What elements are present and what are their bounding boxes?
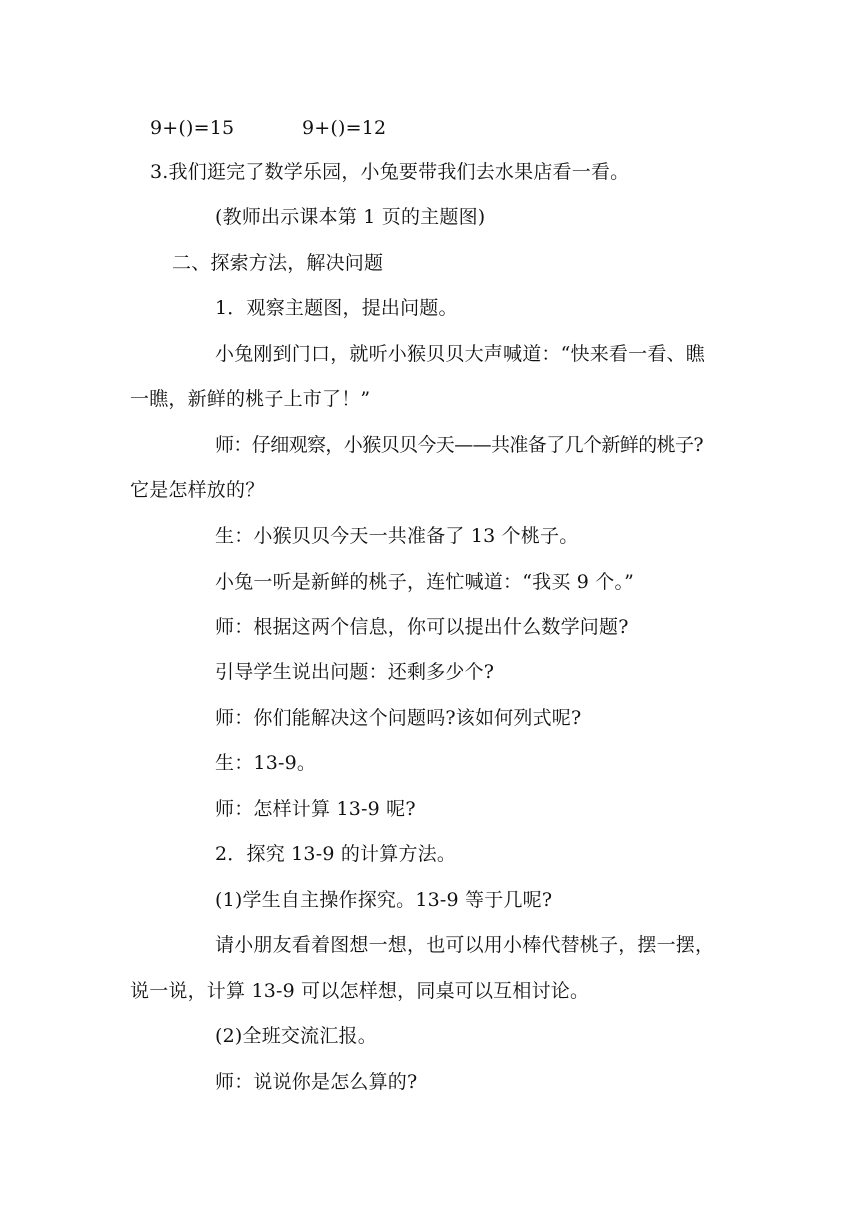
paragraph-line: 师：说说你是怎么算的?: [215, 1071, 418, 1093]
paragraph-line: 生：13-9。: [215, 752, 317, 774]
paragraph-line: 请小朋友看着图想一想，也可以用小棒代替桃子，摆一摆，: [215, 934, 715, 956]
equation-1: 9+()=15: [150, 117, 235, 139]
paragraph-line: 师：根据这两个信息，你可以提出什么数学问题?: [215, 616, 629, 638]
paragraph-line: (教师出示课本第 1 页的主题图): [215, 206, 486, 228]
section-heading: 二、探索方法，解决问题: [172, 252, 384, 274]
paragraph-line: 小兔一听是新鲜的桃子，连忙喊道：“我买 9 个。”: [215, 571, 635, 593]
equation-2: 9+()=12: [302, 117, 387, 139]
paragraph-line: 2．探究 13-9 的计算方法。: [215, 843, 457, 865]
paragraph-line: 一瞧，新鲜的桃子上市了！”: [130, 388, 371, 410]
paragraph-line: 师：怎样计算 13-9 呢?: [215, 798, 416, 820]
paragraph-line: 说一说，计算 13-9 可以怎样想，同桌可以互相讨论。: [130, 980, 590, 1002]
paragraph-line: 小兔刚到门口，就听小猴贝贝大声喊道：“快来看一看、瞧: [215, 343, 705, 365]
paragraph-line: 它是怎样放的？: [130, 479, 265, 501]
paragraph-line: 生：小猴贝贝今天一共准备了 13 个桃子。: [215, 525, 579, 547]
paragraph-line: 师：仔细观察，小猴贝贝今天——共准备了几个新鲜的桃子?: [215, 434, 703, 456]
paragraph-line: 3.我们逛完了数学乐园，小兔要带我们去水果店看一看。: [150, 161, 630, 183]
paragraph-line: 师：你们能解决这个问题吗?该如何列式呢?: [215, 707, 582, 729]
paragraph-line: (1)学生自主操作探究。13-9 等于几呢?: [215, 889, 553, 911]
paragraph-line: 引导学生说出问题：还剩多少个?: [215, 661, 495, 683]
paragraph-line: (2)全班交流汇报。: [215, 1025, 377, 1047]
paragraph-line: 1．观察主题图，提出问题。: [215, 297, 458, 319]
